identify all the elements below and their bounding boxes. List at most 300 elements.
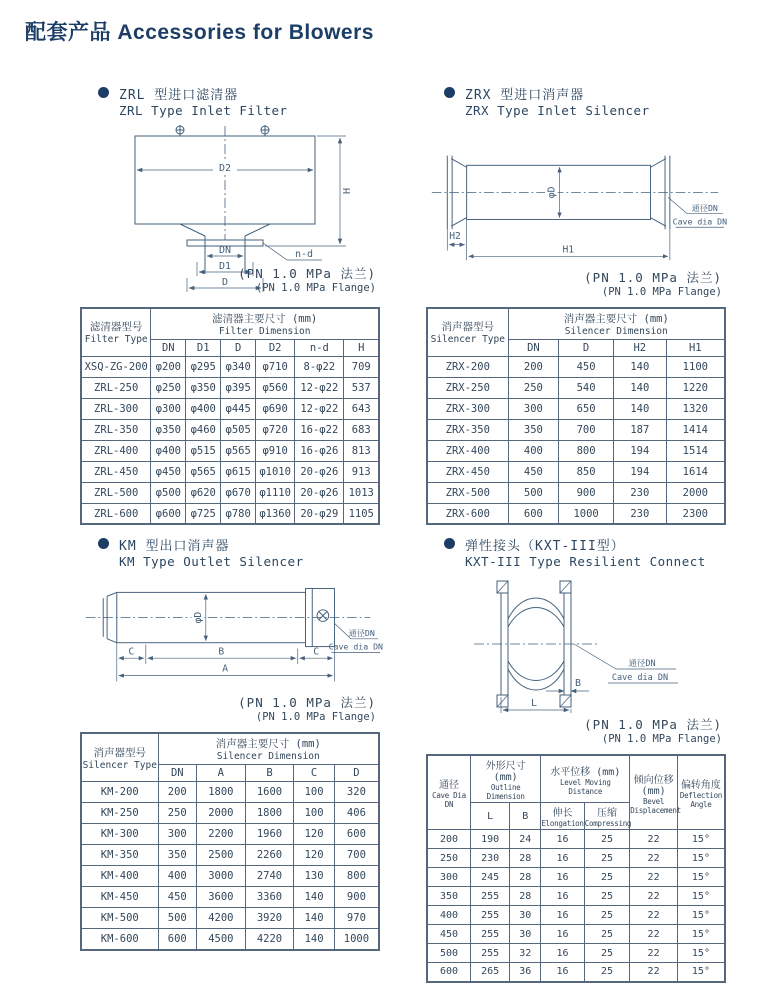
table-row: [427, 419, 725, 440]
table-cell: ZRL-600: [81, 503, 151, 524]
table-cell: 643: [344, 398, 379, 419]
table-row: [427, 944, 725, 963]
table-cell: φ400: [186, 398, 221, 419]
table-cell: 700: [334, 845, 379, 866]
header-en: Filter Type: [84, 334, 148, 346]
header-en: Level Moving Distance: [560, 777, 611, 796]
table-row: [427, 482, 725, 503]
table-cell: 28: [510, 849, 541, 868]
table-cell: 140: [613, 377, 666, 398]
column-header: [81, 733, 158, 782]
table-row: [81, 356, 379, 377]
section-title-zh: ZRL 型进口滤清器: [119, 88, 239, 103]
table-cell: φ910: [256, 440, 295, 461]
table-cell: 16: [541, 906, 584, 925]
table-cell: 20-φ26: [295, 461, 344, 482]
column-header: H: [344, 339, 379, 356]
table-cell: 709: [344, 356, 379, 377]
header-zh: 水平位移 (mm): [550, 766, 621, 778]
table-cell: φ505: [221, 419, 256, 440]
table-cell: 36: [510, 963, 541, 982]
table-cell: 255: [470, 906, 509, 925]
table-cell: 1013: [344, 482, 379, 503]
flange-note-en: (PN 1.0 MPa Flange): [255, 710, 376, 723]
table-cell: φ710: [256, 356, 295, 377]
table-cell: 600: [508, 503, 559, 524]
zrx-dimension-table: [426, 307, 726, 526]
table-cell: 16: [541, 944, 584, 963]
table-cell: 15°: [677, 868, 725, 887]
table-cell: ZRL-250: [81, 377, 151, 398]
table-cell: φ600: [151, 503, 186, 524]
table-cell: 2260: [245, 845, 294, 866]
table-row: [427, 868, 725, 887]
table-row: [427, 398, 725, 419]
table-cell: 250: [427, 849, 470, 868]
table-cell: 913: [344, 461, 379, 482]
table-cell: 32: [510, 944, 541, 963]
table-row: [81, 782, 379, 803]
table-row: [81, 503, 379, 524]
column-header: D: [221, 339, 256, 356]
table-row: [81, 929, 379, 950]
table-cell: 2000: [197, 803, 246, 824]
section-title-zh: KM 型出口消声器: [119, 539, 230, 555]
column-header: [630, 755, 681, 830]
dim-label-d: D: [221, 277, 229, 288]
leader-label-zh: 通径DN: [691, 202, 718, 213]
table-cell: 22: [630, 868, 678, 887]
dim-label-dia: φD: [192, 611, 204, 624]
table-cell: φ565: [186, 461, 221, 482]
header-zh: 滤清器型号: [89, 321, 143, 334]
table-cell: 140: [294, 929, 335, 950]
table-cell: KM-250: [81, 803, 158, 824]
table-cell: 200: [508, 356, 559, 377]
table-cell: 600: [158, 929, 197, 950]
table-cell: 120: [294, 824, 335, 845]
dimension-lines: [447, 167, 727, 260]
table-cell: ZRX-600: [427, 503, 508, 524]
table-cell: KM-200: [81, 782, 158, 803]
bolt-icon: [497, 581, 508, 593]
column-header: C: [294, 765, 335, 782]
column-header: n-d: [295, 339, 344, 356]
column-header: [541, 755, 630, 803]
table-cell: KM-450: [81, 887, 158, 908]
table-cell: 1000: [559, 503, 614, 524]
flange-note-en: (PN 1.0 MPa Flange): [601, 285, 722, 298]
table-cell: φ445: [221, 398, 256, 419]
table-row: [427, 503, 725, 524]
table-row: [81, 908, 379, 929]
table-cell: φ670: [221, 482, 256, 503]
dim-label-dia: φD: [546, 186, 558, 199]
table-cell: 2200: [197, 824, 246, 845]
table-cell: 15°: [677, 925, 725, 944]
table-cell: φ780: [221, 503, 256, 524]
dim-label-c1: C: [128, 646, 135, 658]
table-cell: 450: [158, 887, 197, 908]
section-title-en: ZRL Type Inlet Filter: [119, 103, 288, 118]
column-header: L: [470, 803, 509, 830]
table-cell: 300: [508, 398, 559, 419]
table-cell: 255: [470, 944, 509, 963]
table-cell: 12-φ22: [295, 398, 344, 419]
table-cell: 1800: [245, 803, 294, 824]
table-row: [81, 866, 379, 887]
table-row: [427, 377, 725, 398]
dim-label-nd: n-d: [294, 249, 314, 260]
table-row: [427, 461, 725, 482]
table-cell: 3600: [197, 887, 246, 908]
table-cell: 100: [294, 803, 335, 824]
column-header: [158, 733, 379, 765]
table-cell: 1320: [666, 398, 725, 419]
dim-label-d2: D2: [218, 163, 232, 174]
leader-label-zh: 通径DN: [628, 659, 656, 670]
section-title-zh: ZRX 型进口消声器: [465, 88, 585, 103]
header-zh: 消声器主要尺寸 (mm): [215, 738, 321, 750]
table-cell: 22: [630, 830, 678, 849]
table-cell: 300: [158, 824, 197, 845]
table-cell: 1100: [666, 356, 725, 377]
table-cell: 100: [294, 782, 335, 803]
table-cell: 537: [344, 377, 379, 398]
flange-note: [426, 717, 726, 746]
table-cell: 2000: [666, 482, 725, 503]
header-zh: 消声器主要尺寸 (mm): [563, 312, 669, 325]
page-title-zh: 配套产品: [25, 21, 111, 44]
table-cell: 194: [613, 440, 666, 461]
table-cell: 400: [508, 440, 559, 461]
section-km: [80, 535, 384, 982]
table-row: [427, 849, 725, 868]
section-title-en: KXT-III Type Resilient Connect: [465, 554, 706, 570]
header-zh: (mm): [641, 785, 666, 797]
table-cell: ZRX-250: [427, 377, 508, 398]
table-cell: 3000: [197, 866, 246, 887]
header-zh: 偏转角度: [680, 780, 721, 791]
table-cell: 15°: [677, 849, 725, 868]
table-cell: ZRX-300: [427, 398, 508, 419]
table-cell: 1000: [334, 929, 379, 950]
column-header: H1: [666, 339, 725, 356]
section-kxt-header: [426, 535, 726, 569]
page-title: [0, 0, 772, 46]
table-cell: ZRX-500: [427, 482, 508, 503]
table-cell: 12-φ22: [295, 377, 344, 398]
table-cell: 800: [559, 440, 614, 461]
table-cell: 22: [630, 849, 678, 868]
table-cell: 16: [541, 887, 584, 906]
dim-label-dn: DN: [218, 245, 232, 256]
table-cell: 500: [427, 944, 470, 963]
table-row: [81, 482, 379, 503]
table-cell: 250: [508, 377, 559, 398]
table-cell: φ620: [186, 482, 221, 503]
sections-grid: [0, 46, 772, 983]
table-cell: 450: [559, 356, 614, 377]
table-row: [427, 887, 725, 906]
column-header: [427, 755, 470, 830]
table-cell: ZRL-400: [81, 440, 151, 461]
dim-label-d1: D1: [218, 261, 232, 272]
table-cell: 450: [508, 461, 559, 482]
header-zh: 滤清器主要尺寸 (mm): [212, 312, 318, 325]
table-cell: 16: [541, 925, 584, 944]
bolt-icon: [560, 695, 571, 707]
table-cell: 22: [630, 944, 678, 963]
table-cell: 265: [470, 963, 509, 982]
table-cell: 24: [510, 830, 541, 849]
column-header: DN: [158, 765, 197, 782]
table-cell: 230: [613, 482, 666, 503]
table-row: [427, 925, 725, 944]
table-cell: 30: [510, 906, 541, 925]
table-cell: φ720: [256, 419, 295, 440]
header-en: Outline Dimension: [486, 783, 525, 801]
table-cell: 4220: [245, 929, 294, 950]
table-row: [427, 440, 725, 461]
column-header: D: [559, 339, 614, 356]
flange-note-en: (PN 1.0 MPa Flange): [601, 732, 722, 745]
table-cell: 255: [470, 887, 509, 906]
leader-label-zh: 通径DN: [348, 628, 375, 639]
leader-label-en: Cave dia DN: [611, 673, 669, 684]
section-zrx-header: [426, 84, 726, 118]
column-header: D: [334, 765, 379, 782]
kxt-resilient-connect-drawing: [426, 573, 726, 715]
table-row: [81, 803, 379, 824]
table-cell: 25: [584, 925, 630, 944]
table-cell: 1514: [666, 440, 725, 461]
column-header: B: [510, 803, 541, 830]
table-cell: φ1360: [256, 503, 295, 524]
header-en: Silencer Type: [82, 759, 157, 771]
table-row: [81, 461, 379, 482]
bullet-icon: [444, 538, 455, 549]
dim-label-h2: H2: [449, 230, 461, 242]
table-cell: 2300: [666, 503, 725, 524]
header-en: Cave Dia DN: [432, 791, 466, 809]
dim-label-c2: C: [313, 646, 320, 658]
table-cell: ZRL-450: [81, 461, 151, 482]
table-row: [81, 440, 379, 461]
header-en: Silencer Type: [430, 334, 505, 346]
table-cell: 25: [584, 963, 630, 982]
bolt-icon: [560, 581, 571, 593]
zrl-dimension-table: [80, 307, 380, 526]
page-title-en: Accessories for Blowers: [117, 21, 374, 44]
table-cell: 1105: [344, 503, 379, 524]
table-cell: 190: [470, 830, 509, 849]
table-cell: ZRX-200: [427, 356, 508, 377]
table-cell: 25: [584, 944, 630, 963]
column-header: [508, 308, 725, 340]
table-cell: 1414: [666, 419, 725, 440]
table-cell: φ500: [151, 482, 186, 503]
table-cell: 500: [158, 908, 197, 929]
section-title-en: KM Type Outlet Silencer: [119, 554, 304, 570]
km-dimension-table: [80, 732, 380, 951]
table-cell: 15°: [677, 944, 725, 963]
table-cell: ZRL-300: [81, 398, 151, 419]
table-cell: 400: [158, 866, 197, 887]
table-row: [81, 398, 379, 419]
table-cell: 400: [427, 906, 470, 925]
header-zh: 伸长: [552, 808, 573, 819]
table-cell: 350: [508, 419, 559, 440]
header-en: Silencer Dimension: [216, 751, 320, 762]
table-cell: 4500: [197, 929, 246, 950]
dim-label-a: A: [222, 663, 229, 675]
table-cell: 16: [541, 849, 584, 868]
table-cell: KM-500: [81, 908, 158, 929]
flange-note-zh: (PN 1.0 MPa 法兰): [238, 695, 376, 711]
table-cell: 25: [584, 868, 630, 887]
zrx-silencer-drawing: [426, 142, 726, 268]
header-en: Elongation: [541, 819, 584, 828]
column-header: [427, 308, 508, 357]
table-cell: 200: [427, 830, 470, 849]
table-cell: 900: [559, 482, 614, 503]
table-cell: 600: [334, 824, 379, 845]
header-en: Deflection Angle: [679, 791, 723, 809]
dim-label-l: L: [530, 698, 538, 710]
header-zh: 压缩: [597, 808, 618, 819]
table-cell: 22: [630, 887, 678, 906]
table-cell: 120: [294, 845, 335, 866]
table-cell: 700: [559, 419, 614, 440]
flange-note-zh: (PN 1.0 MPa 法兰): [584, 717, 722, 733]
flange-note-zh: (PN 1.0 MPa 法兰): [238, 266, 376, 281]
table-cell: ZRL-500: [81, 482, 151, 503]
column-header: D2: [256, 339, 295, 356]
section-zrl: [80, 84, 380, 525]
dim-label-h: H: [342, 187, 353, 195]
table-cell: 1960: [245, 824, 294, 845]
dimension-lines: [117, 595, 383, 682]
table-cell: 15°: [677, 830, 725, 849]
flange-note: [80, 695, 380, 724]
table-cell: 350: [427, 887, 470, 906]
column-header: [151, 308, 379, 340]
table-cell: 800: [334, 866, 379, 887]
table-row: [81, 824, 379, 845]
table-cell: 230: [470, 849, 509, 868]
table-cell: 16: [541, 963, 584, 982]
table-cell: 255: [470, 925, 509, 944]
table-cell: 1600: [245, 782, 294, 803]
flange-note-zh: (PN 1.0 MPa 法兰): [584, 270, 722, 285]
table-cell: 28: [510, 868, 541, 887]
table-cell: 16: [541, 830, 584, 849]
table-cell: 600: [427, 963, 470, 982]
table-cell: 15°: [677, 906, 725, 925]
table-cell: φ725: [186, 503, 221, 524]
leader-label-en: Cave dia DN: [672, 216, 728, 227]
table-row: [81, 377, 379, 398]
table-cell: φ615: [221, 461, 256, 482]
table-cell: 850: [559, 461, 614, 482]
table-cell: 1220: [666, 377, 725, 398]
table-row: [81, 845, 379, 866]
table-cell: 15°: [677, 963, 725, 982]
bullet-icon: [444, 87, 455, 98]
section-kxt: [426, 535, 726, 982]
table-cell: 20-φ29: [295, 503, 344, 524]
table-cell: φ1010: [256, 461, 295, 482]
table-cell: 683: [344, 419, 379, 440]
table-cell: 350: [158, 845, 197, 866]
table-cell: 140: [294, 887, 335, 908]
table-cell: φ250: [151, 377, 186, 398]
table-cell: 3920: [245, 908, 294, 929]
column-header: D1: [186, 339, 221, 356]
table-cell: 300: [427, 868, 470, 887]
table-cell: 16-φ22: [295, 419, 344, 440]
table-cell: 200: [158, 782, 197, 803]
table-cell: 3360: [245, 887, 294, 908]
table-cell: φ400: [151, 440, 186, 461]
table-cell: φ565: [221, 440, 256, 461]
table-cell: KM-600: [81, 929, 158, 950]
header-en: Compressing: [584, 819, 632, 828]
kxt-dimension-table: [426, 754, 726, 983]
table-cell: φ350: [186, 377, 221, 398]
table-cell: φ340: [221, 356, 256, 377]
section-km-header: [80, 535, 380, 569]
table-cell: 140: [613, 398, 666, 419]
table-cell: 2740: [245, 866, 294, 887]
table-cell: KM-300: [81, 824, 158, 845]
bolt-icon: [497, 695, 508, 707]
table-cell: ZRX-350: [427, 419, 508, 440]
flange-note-en: (PN 1.0 MPa Flange): [255, 281, 376, 294]
table-cell: 650: [559, 398, 614, 419]
table-cell: 1614: [666, 461, 725, 482]
table-cell: 187: [613, 419, 666, 440]
column-header: [81, 308, 151, 357]
bolt-icon: [261, 125, 269, 136]
table-row: [427, 963, 725, 982]
table-cell: 2500: [197, 845, 246, 866]
table-cell: ZRX-400: [427, 440, 508, 461]
table-cell: 250: [158, 803, 197, 824]
column-header: DN: [151, 339, 186, 356]
table-cell: 22: [630, 925, 678, 944]
table-cell: KM-350: [81, 845, 158, 866]
header-zh: 外形尺寸 (mm): [485, 761, 526, 783]
table-cell: 500: [508, 482, 559, 503]
table-cell: 25: [584, 906, 630, 925]
table-cell: 15°: [677, 887, 725, 906]
table-cell: 25: [584, 887, 630, 906]
table-cell: φ350: [151, 419, 186, 440]
km-silencer-drawing: [80, 575, 384, 693]
table-cell: φ295: [186, 356, 221, 377]
table-cell: ZRL-350: [81, 419, 151, 440]
table-cell: KM-400: [81, 866, 158, 887]
section-title-en: ZRX Type Inlet Silencer: [465, 103, 650, 118]
table-cell: φ200: [151, 356, 186, 377]
table-cell: 22: [630, 906, 678, 925]
header-en: Bevel Displacement: [630, 796, 681, 815]
section-zrl-header: [80, 84, 380, 118]
table-cell: 22: [630, 963, 678, 982]
section-title-zh: 弹性接头（KXT-III型）: [465, 539, 625, 555]
